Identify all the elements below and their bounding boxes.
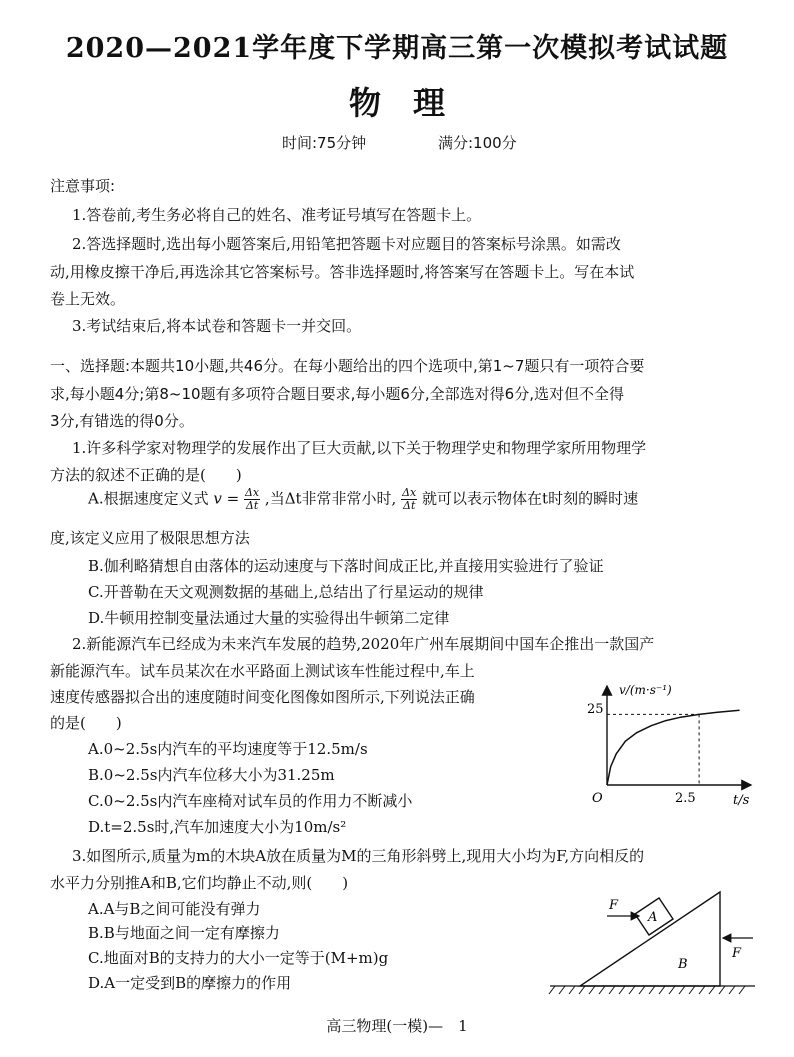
q3-stem-line-1: 3.如图所示,质量为m的木块A放在质量为M的三角形斜劈上,现用大小均为F,方向相反的	[72, 847, 645, 865]
ground-hatching	[549, 986, 745, 994]
notice-item-3: 3.考试结束后,将本试卷和答题卡一并交回。	[72, 317, 362, 335]
q2-option-b: B.0~2.5s内汽车位移大小为31.25m	[88, 766, 335, 784]
q1-option-b: B.伽利略猜想自由落体的运动速度与下落时间成正比,并直接用实验进行了验证	[88, 557, 604, 575]
notice-item-2-line-3: 卷上无效。	[50, 290, 126, 308]
q1-velocity-symbol: v =	[213, 489, 240, 508]
subject-title: 物 理	[348, 84, 445, 122]
velocity-curve	[607, 710, 740, 785]
q2-option-c: C.0~2.5s内汽车座椅对试车员的作用力不断减小	[88, 792, 413, 810]
q1-fraction-repeat: $\frac{\Delta x}{\Delta t}$	[402, 486, 417, 512]
block-a-label: A	[648, 910, 658, 925]
q1-option-d: D.牛顿用控制变量法通过大量的实验得出牛顿第二定律	[88, 609, 450, 627]
q2-stem-line-3: 速度传感器拟合出的速度随时间变化图像如图所示,下列说法正确	[50, 688, 475, 706]
q1-option-a	[88, 487, 638, 512]
section-instructions-line-2: 求,每小题4分;第8~10题有多项符合题目要求,每小题6分,全部选对得6分,选对但不全得	[50, 385, 624, 403]
q3-option-a: A.A与B之间可能没有弹力	[88, 900, 261, 918]
notice-item-1: 1.答卷前,考生务必将自己的姓名、准考证号填写在答题卡上。	[72, 206, 482, 224]
q1-option-a-text-3: 就可以表示物体在t时刻的瞬时速	[422, 489, 639, 508]
section-instructions-line-1: 一、选择题:本题共10小题,共46分。在每小题给出的四个选项中,第1~7题只有一项符合要	[50, 357, 645, 375]
graph-origin-label: O	[592, 791, 603, 806]
exam-score: 满分:100分	[438, 134, 517, 152]
q3-option-d: D.A一定受到B的摩擦力的作用	[88, 974, 292, 992]
wedge-b-label: B	[678, 957, 688, 972]
q2-option-a: A.0~2.5s内汽车的平均速度等于12.5m/s	[88, 740, 368, 758]
notice-heading: 注意事项:	[50, 177, 116, 195]
exam-time: 时间:75分钟	[282, 134, 367, 152]
incline-force-diagram	[545, 882, 760, 1002]
q3-option-c: C.地面对B的支持力的大小一定等于(M+m)g	[88, 949, 389, 967]
q2-stem-line-2: 新能源汽车。试车员某次在水平路面上测试该车性能过程中,车上	[50, 662, 475, 680]
q1-option-a-text-1: A.根据速度定义式	[88, 489, 209, 508]
notice-item-2-line-2: 动,用橡皮擦干净后,再选涂其它答案标号。答非选择题时,将答案写在答题卡上。写在本试	[50, 263, 635, 281]
q2-option-d: D.t=2.5s时,汽车加速度大小为10m/s²	[88, 818, 347, 836]
notice-item-2-line-1: 2.答选择题时,选出每小题答案后,用铅笔把答题卡对应题目的答案标号涂黑。如需改	[72, 235, 621, 253]
force-label-right: F	[732, 946, 742, 961]
q1-option-a-text-2: ,当Δt非常非常小时,	[264, 489, 397, 508]
q3-stem-line-2: 水平力分别推A和B,它们均静止不动,则( )	[50, 874, 349, 892]
q2-stem-line-4: 的是( )	[50, 714, 122, 732]
q1-fraction-denominator: Δt	[245, 499, 259, 512]
graph-y-tick-25: 25	[587, 702, 604, 717]
q3-option-b: B.B与地面之间一定有摩擦力	[88, 924, 280, 942]
q1-fraction-numerator: Δx	[244, 486, 260, 499]
graph-y-label: v/(m·s⁻¹)	[619, 683, 672, 697]
q2-stem-line-1: 2.新能源汽车已经成为未来汽车发展的趋势,2020年广州车展期间中国车企推出一款国产	[72, 635, 655, 653]
q1-option-c: C.开普勒在天文观测数据的基础上,总结出了行星运动的规律	[88, 583, 484, 601]
q1-stem-line-1: 1.许多科学家对物理学的发展作出了巨大贡献,以下关于物理学史和物理学家所用物理学	[72, 439, 647, 457]
page-footer: 高三物理(一模)— 1	[326, 1017, 468, 1035]
velocity-time-graph	[575, 680, 760, 810]
q1-stem-line-2: 方法的叙述不正确的是( )	[50, 466, 242, 484]
q1-option-a-line-2: 度,该定义应用了极限思想方法	[50, 529, 250, 547]
wedge-b	[580, 892, 720, 986]
q1-fraction	[244, 487, 260, 512]
section-instructions-line-3: 3分,有错选的得0分。	[50, 412, 194, 430]
graph-x-tick-2-5: 2.5	[675, 791, 696, 806]
graph-x-label: t/s	[733, 793, 750, 808]
exam-title: 2020—2021学年度下学期高三第一次模拟考试试题	[65, 33, 729, 64]
force-label-left: F	[609, 898, 619, 913]
